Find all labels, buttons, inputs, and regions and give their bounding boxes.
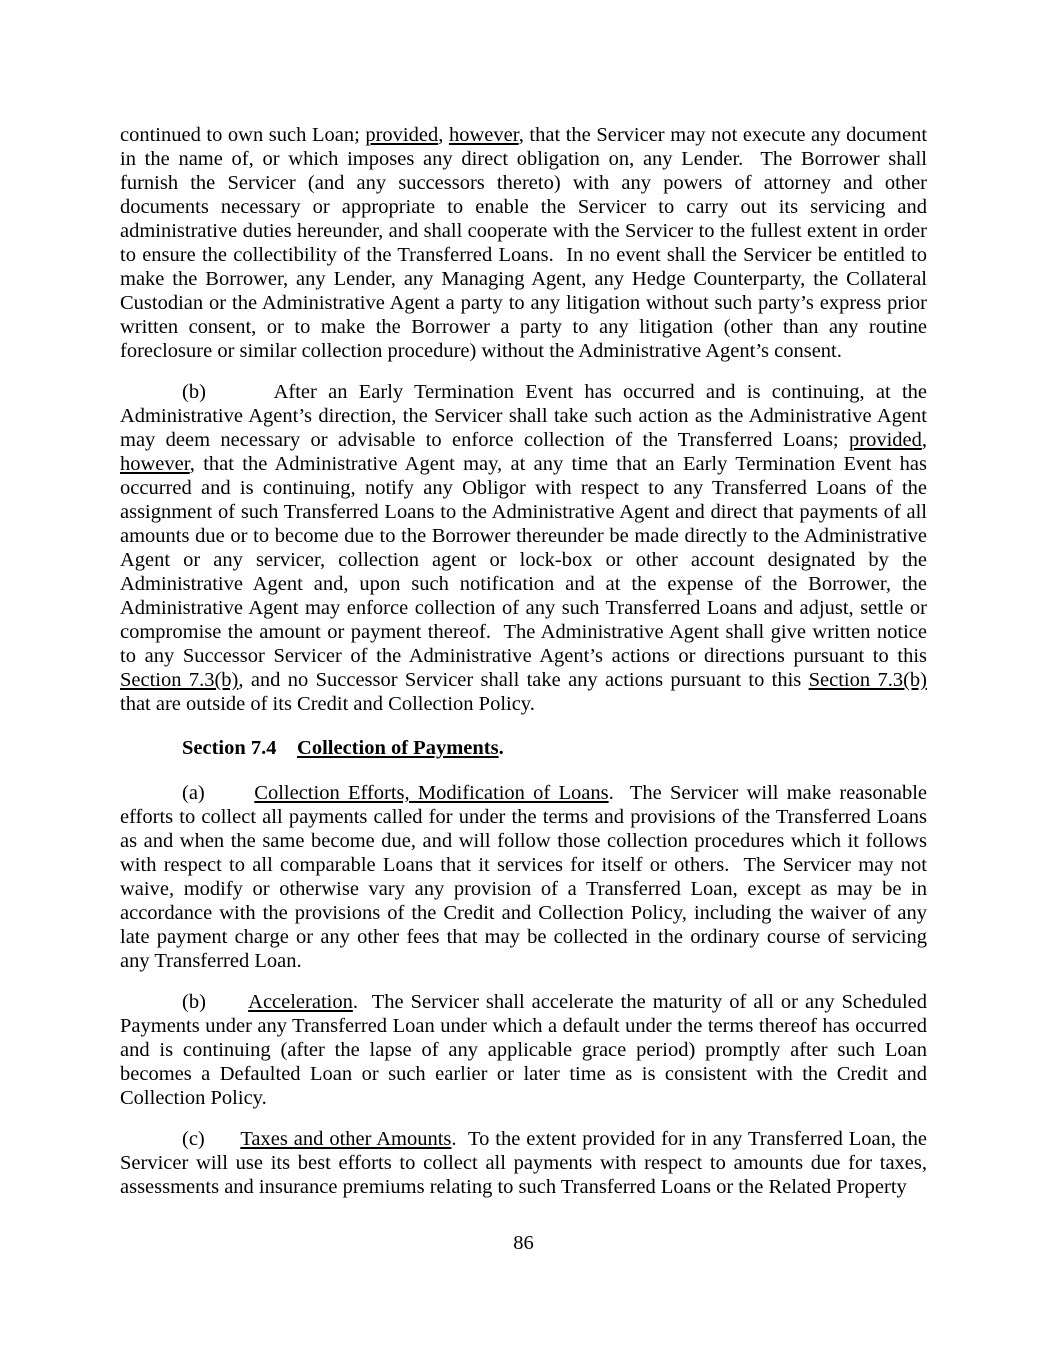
text-run: , xyxy=(921,429,927,451)
text-run: . To the extent provided for in any Transferred Loan, the Servicer will use its best efforts to collect all payments with respect to amounts due for taxes, assessments and insurance premiums relating to such Transferred Loans or the Related Property xyxy=(120,1128,927,1198)
text-run: , xyxy=(438,124,449,146)
text-run: (c) xyxy=(182,1128,241,1150)
underlined-text-run: Acceleration xyxy=(248,991,353,1013)
paragraph-continuation xyxy=(120,123,927,363)
underlined-text-run: provided xyxy=(365,124,439,146)
page-number: 86 xyxy=(513,1232,534,1254)
document-body xyxy=(120,123,927,1216)
text-run: (a) xyxy=(182,782,255,804)
text-run: . The Servicer will make reasonable efforts to collect all payments called for under the terms and provisions of the Transferred Loans as and when the same become due, and will follow those collection procedures which it follows with respect to all comparable Loans that it services for itself or others. The Servicer may not waive, modify or otherwise vary any provision of a Transferred Loan, except as may be in accordance with the provisions of the Credit and Collection Policy, including the waiver of any late payment charge or any other fees that may be collected in the ordinary course of servicing any Transferred Loan. xyxy=(120,782,928,972)
underlined-text-run: however xyxy=(120,453,190,475)
underlined-text-run: Section 7.3(b) xyxy=(120,669,239,691)
text-run: continued to own such Loan; xyxy=(120,124,366,146)
text-run: that are outside of its Credit and Collection Policy. xyxy=(120,693,535,715)
text-run: . xyxy=(498,737,504,759)
text-run: , that the Administrative Agent may, at any time that an Early Termination Event has occurred and is continuing, notify any Obligor with respect to any Transferred Loans of the assignment of such Transferred Loans to the Administrative Agent and direct that payments of all amounts due or to become due to the Borrower thereunder be made directly to the Administrative Agent or any servicer, collection agent or lock-box or other account designated by the Administrative Agent and, upon such notification and at the expense of the Borrower, the Administrative Agent may enforce collection of any such Transferred Loans and adjust, settle or compromise the amount or payment thereof. The Administrative Agent shall give written notice to any Successor Servicer of the Administrative Agent’s actions or directions pursuant to this xyxy=(120,453,927,667)
paragraph-7-4-a xyxy=(120,781,927,973)
text-run: , and no Successor Servicer shall take any actions pursuant to this xyxy=(238,669,809,691)
paragraph-7-4-b xyxy=(120,990,927,1110)
section-7-4-heading xyxy=(120,736,927,760)
text-run: (b) After an Early Termination Event has occurred and is continuing, at the Administrative Agent’s direction, the Servicer shall take such action as the Administrative Agent may deem necessary or advisable to enforce collection of the Transferred Loans; xyxy=(120,381,927,451)
text-run: (b) xyxy=(182,991,249,1013)
text-run: . The Servicer shall accelerate the maturity of all or any Scheduled Payments under any Transferred Loan under which a default under the terms thereof has occurred and is continuing (after the lapse of any applicable grace period) promptly after such Loan becomes a Defaulted Loan or such earlier or later time as is consistent with the Credit and Collection Policy. xyxy=(120,991,927,1109)
underlined-text-run: Section 7.3(b) xyxy=(808,669,927,691)
underlined-text-run: however xyxy=(448,124,519,146)
underlined-text-run: Collection of Payments xyxy=(297,737,499,759)
underlined-text-run: provided xyxy=(849,429,922,451)
underlined-text-run: Taxes and other Amounts xyxy=(240,1128,452,1150)
text-run xyxy=(277,737,298,759)
text-run: Section 7.4 xyxy=(182,737,277,759)
underlined-text-run: Collection Efforts, Modification of Loans xyxy=(254,782,609,804)
paragraph-7-4-c xyxy=(120,1127,927,1199)
text-run: , that the Servicer may not execute any document in the name of, or which imposes any direct obligation on, any Lender. The Borrower shall furnish the Servicer (and any successors thereto) with any powers of attorney and other documents necessary or appropriate to enable the Servicer to carry out its servicing and administrative duties hereunder, and shall cooperate with the Servicer to the fullest extent in order to ensure the collectibility of the Transferred Loans. In no event shall the Servicer be entitled to make the Borrower, any Lender, any Managing Agent, any Hedge Counterparty, the Collateral Custodian or the Administrative Agent a party to any litigation without such party’s express prior written consent, or to make the Borrower a party to any litigation (other than any routine foreclosure or similar collection procedure) without the Administrative Agent’s consent. xyxy=(120,124,928,362)
paragraph-7-3-b xyxy=(120,380,927,716)
